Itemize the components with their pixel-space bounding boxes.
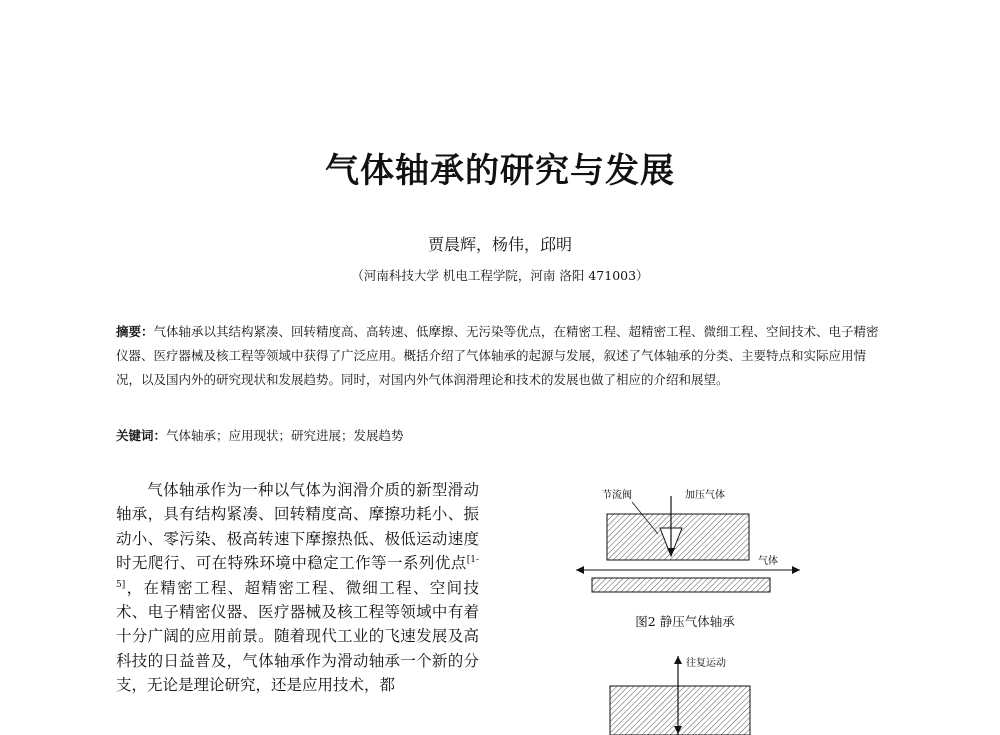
body-text-part2: ，在精密工程、超精密工程、微细工程、空间技术、电子精密仪器、医疗器械及核工程等领域中有着十分广阔的应用前景。随着现代工业的飞速发展及高科技的日益普及，气体轴承作为滑动轴承一个新的分支，无论是理论研究，还是应用技术，都 — [116, 578, 479, 695]
affiliation: （河南科技大学 机电工程学院，河南 洛阳 471003） — [351, 268, 649, 283]
authors: 贾晨辉，杨伟，邱明 — [427, 235, 572, 254]
body-paragraph — [116, 478, 479, 698]
label-throttle-valve: 节流阀 — [602, 490, 632, 501]
keywords — [116, 426, 886, 446]
citation: [1-5] — [116, 555, 479, 590]
abstract — [116, 320, 886, 392]
figure-3-diagram — [600, 652, 780, 735]
keywords-label: 关键词： — [116, 428, 167, 443]
body-text-part1: 气体轴承作为一种以气体为润滑介质的新型滑动轴承，具有结构紧凑、回转精度高、摩擦功耗小、振动小、零污染、极高转速下摩擦热低、极低运动速度时无爬行、可在特殊环境中稳定工作等一系列优点 — [116, 481, 479, 573]
label-pressurized-gas: 加压气体 — [685, 490, 725, 501]
figure-2-caption: 图2 静压气体轴承 — [635, 614, 735, 629]
label-reciprocating-motion: 往复运动 — [686, 658, 726, 669]
gas-flow-right-arrowhead — [792, 566, 800, 574]
paper-title: 气体轴承的研究与发展 — [325, 151, 675, 191]
gas-flow-left-arrowhead — [576, 566, 584, 574]
guide-rail — [592, 578, 770, 592]
label-gas: 气体 — [758, 556, 778, 567]
abstract-label: 摘要： — [116, 324, 154, 339]
reciprocating-arrowhead-up — [674, 656, 682, 664]
figure-2-diagram — [570, 484, 800, 604]
keywords-text: 气体轴承；应用现状；研究进展；发展趋势 — [166, 428, 404, 443]
abstract-text: 气体轴承以其结构紧凑、回转精度高、高转速、低摩擦、无污染等优点，在精密工程、超精密工程、微细工程、空间技术、电子精密仪器、医疗器械及核工程等领域中获得了广泛应用。概括介绍了气体轴承的起源与发展，叙述了气体轴承的分类、主要特点和实际应用情况，以及国内外的研究现状和发展趋势。同时，对国内外气体润滑理论和技术的发展也做了相应的介绍和展望。 — [116, 324, 879, 387]
